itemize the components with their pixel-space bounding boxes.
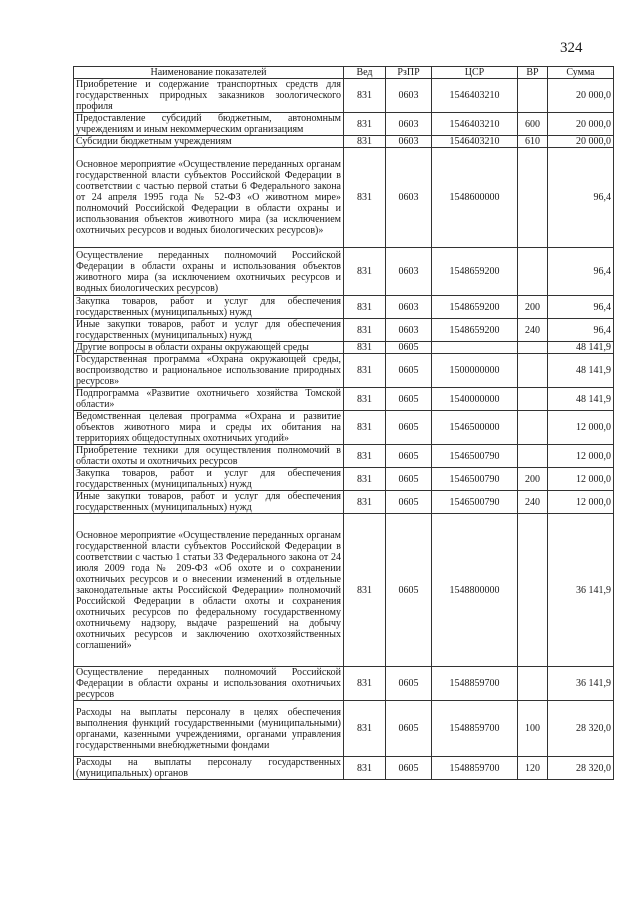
row-name: Расходы на выплаты персоналу в целях обеспечения выполнения функций государственными (муниципальными) органами, казенными учреждениями, органами управления государственными внебюджетными фондами — [74, 701, 344, 757]
row-rzpr: 0605 — [386, 388, 432, 411]
row-sum: 20 000,0 — [548, 79, 614, 113]
table-row — [74, 248, 614, 296]
row-vr: 240 — [518, 319, 548, 342]
row-name: Закупка товаров, работ и услуг для обеспечения государственных (муниципальных) нужд — [74, 296, 344, 319]
page-number: 324 — [560, 40, 583, 56]
row-csr: 1500000000 — [432, 354, 518, 388]
table-row — [74, 148, 614, 248]
header-name: Наименование показателей — [74, 67, 344, 79]
row-ved: 831 — [344, 148, 386, 248]
row-vr — [518, 514, 548, 667]
row-rzpr: 0605 — [386, 468, 432, 491]
row-name: Другие вопросы в области охраны окружающей среды — [74, 342, 344, 354]
row-rzpr: 0603 — [386, 113, 432, 136]
row-name: Осуществление переданных полномочий Российской Федерации в области охраны и использования объектов животного мира (за исключением охотничьих ресурсов и водных биологических ресурсов) — [74, 248, 344, 296]
budget-table — [73, 66, 614, 780]
row-sum: 12 000,0 — [548, 445, 614, 468]
table-row — [74, 757, 614, 780]
row-csr: 1546500790 — [432, 491, 518, 514]
table-row — [74, 491, 614, 514]
row-rzpr: 0605 — [386, 701, 432, 757]
row-rzpr: 0605 — [386, 757, 432, 780]
row-rzpr: 0603 — [386, 319, 432, 342]
table-row — [74, 411, 614, 445]
row-csr: 1548600000 — [432, 148, 518, 248]
row-rzpr: 0605 — [386, 491, 432, 514]
row-sum: 12 000,0 — [548, 491, 614, 514]
table-row — [74, 79, 614, 113]
table-header-row — [74, 67, 614, 79]
row-vr — [518, 248, 548, 296]
row-sum: 96,4 — [548, 296, 614, 319]
header-csr: ЦСР — [432, 67, 518, 79]
row-vr: 100 — [518, 701, 548, 757]
row-ved: 831 — [344, 445, 386, 468]
row-rzpr: 0605 — [386, 514, 432, 667]
row-sum: 96,4 — [548, 319, 614, 342]
header-sum: Сумма — [548, 67, 614, 79]
row-name: Приобретение и содержание транспортных средств для государственных природных заказников зоологического профиля — [74, 79, 344, 113]
row-vr — [518, 411, 548, 445]
table-row — [74, 136, 614, 148]
row-sum: 20 000,0 — [548, 113, 614, 136]
row-vr: 610 — [518, 136, 548, 148]
row-csr: 1546403210 — [432, 79, 518, 113]
row-csr: 1548659200 — [432, 248, 518, 296]
row-ved: 831 — [344, 491, 386, 514]
table-row — [74, 468, 614, 491]
row-name: Субсидии бюджетным учреждениям — [74, 136, 344, 148]
row-sum: 36 141,9 — [548, 667, 614, 701]
row-rzpr: 0603 — [386, 148, 432, 248]
row-name: Ведомственная целевая программа «Охрана и развитие объектов животного мира и среды их обитания на территориях общедоступных охотничьих угодий» — [74, 411, 344, 445]
row-vr: 600 — [518, 113, 548, 136]
row-rzpr: 0603 — [386, 248, 432, 296]
row-name: Предоставление субсидий бюджетным, автономным учреждениям и иным некоммерческим организациям — [74, 113, 344, 136]
row-vr — [518, 342, 548, 354]
row-csr: 1548859700 — [432, 757, 518, 780]
row-ved: 831 — [344, 388, 386, 411]
row-sum: 96,4 — [548, 248, 614, 296]
row-vr: 240 — [518, 491, 548, 514]
table-row — [74, 354, 614, 388]
table-row — [74, 113, 614, 136]
row-ved: 831 — [344, 701, 386, 757]
row-sum: 12 000,0 — [548, 468, 614, 491]
row-vr — [518, 667, 548, 701]
row-name: Основное мероприятие «Осуществление переданных органам государственной власти субъектов Российской Федерации в соответствии с частью 1 статьи 33 Федерального закона от 24 июля 2009 года № 209-ФЗ «Об охоте и о сохранении охотничьих ресурсов и о внесении изменений в отдельные законодательные акты Российской Федерации» полномочий Российской Федерации в области охоты и сохранения охотничьих ресурсов по федеральному государственному охотничьему надзору, выдаче разрешений на добычу охотничьих ресурсов и заключению охотхозяйственных соглашений» — [74, 514, 344, 667]
row-csr: 1546500790 — [432, 468, 518, 491]
row-csr: 1540000000 — [432, 388, 518, 411]
table-row — [74, 514, 614, 667]
row-vr: 200 — [518, 296, 548, 319]
table-row — [74, 667, 614, 701]
row-csr: 1546500790 — [432, 445, 518, 468]
row-name: Государственная программа «Охрана окружающей среды, воспроизводство и рациональное использование природных ресурсов» — [74, 354, 344, 388]
row-name: Расходы на выплаты персоналу государственных (муниципальных) органов — [74, 757, 344, 780]
row-vr — [518, 388, 548, 411]
row-name: Осуществление переданных полномочий Российской Федерации в области охраны и использования охотничьих ресурсов — [74, 667, 344, 701]
table-row — [74, 701, 614, 757]
row-ved: 831 — [344, 79, 386, 113]
row-ved: 831 — [344, 411, 386, 445]
row-rzpr: 0605 — [386, 342, 432, 354]
row-rzpr: 0603 — [386, 296, 432, 319]
row-vr: 120 — [518, 757, 548, 780]
row-csr: 1546403210 — [432, 113, 518, 136]
row-ved: 831 — [344, 136, 386, 148]
table-row — [74, 319, 614, 342]
row-sum: 28 320,0 — [548, 757, 614, 780]
row-sum: 36 141,9 — [548, 514, 614, 667]
row-vr — [518, 445, 548, 468]
row-sum: 48 141,9 — [548, 388, 614, 411]
row-ved: 831 — [344, 667, 386, 701]
row-ved: 831 — [344, 757, 386, 780]
row-csr: 1548800000 — [432, 514, 518, 667]
row-ved: 831 — [344, 296, 386, 319]
row-rzpr: 0605 — [386, 667, 432, 701]
row-name: Приобретение техники для осуществления полномочий в области охоты и охотничьих ресурсов — [74, 445, 344, 468]
row-ved: 831 — [344, 354, 386, 388]
row-csr: 1548859700 — [432, 701, 518, 757]
row-name: Подпрограмма «Развитие охотничьего хозяйства Томской области» — [74, 388, 344, 411]
row-vr — [518, 79, 548, 113]
table-body — [74, 79, 614, 780]
header-vr: ВР — [518, 67, 548, 79]
row-csr — [432, 342, 518, 354]
row-vr: 200 — [518, 468, 548, 491]
row-ved: 831 — [344, 248, 386, 296]
table-row — [74, 342, 614, 354]
row-name: Закупка товаров, работ и услуг для обеспечения государственных (муниципальных) нужд — [74, 468, 344, 491]
row-rzpr: 0603 — [386, 136, 432, 148]
row-name: Основное мероприятие «Осуществление переданных органам государственной власти субъектов Российской Федерации в соответствии с частью первой статьи 6 Федерального закона от 24 апреля 1995 года № 52-ФЗ «О животном мире» полномочий Российской Федерации в области охраны и использования объектов животного мира (за исключением охотничьих ресурсов и водных биологических ресурсов)» — [74, 148, 344, 248]
row-sum: 12 000,0 — [548, 411, 614, 445]
row-ved: 831 — [344, 468, 386, 491]
row-sum: 48 141,9 — [548, 354, 614, 388]
row-vr — [518, 148, 548, 248]
row-rzpr: 0605 — [386, 411, 432, 445]
row-sum: 20 000,0 — [548, 136, 614, 148]
header-rzpr: РзПР — [386, 67, 432, 79]
row-sum: 28 320,0 — [548, 701, 614, 757]
row-ved: 831 — [344, 113, 386, 136]
row-csr: 1546500000 — [432, 411, 518, 445]
row-rzpr: 0603 — [386, 79, 432, 113]
row-csr: 1548659200 — [432, 296, 518, 319]
row-csr: 1548659200 — [432, 319, 518, 342]
row-sum: 48 141,9 — [548, 342, 614, 354]
row-name: Иные закупки товаров, работ и услуг для обеспечения государственных (муниципальных) нужд — [74, 319, 344, 342]
row-rzpr: 0605 — [386, 354, 432, 388]
row-sum: 96,4 — [548, 148, 614, 248]
row-rzpr: 0605 — [386, 445, 432, 468]
row-csr: 1546403210 — [432, 136, 518, 148]
table-row — [74, 445, 614, 468]
row-ved: 831 — [344, 514, 386, 667]
row-name: Иные закупки товаров, работ и услуг для обеспечения государственных (муниципальных) нужд — [74, 491, 344, 514]
table-row — [74, 388, 614, 411]
row-ved: 831 — [344, 319, 386, 342]
header-ved: Вед — [344, 67, 386, 79]
table-row — [74, 296, 614, 319]
row-ved: 831 — [344, 342, 386, 354]
row-vr — [518, 354, 548, 388]
row-csr: 1548859700 — [432, 667, 518, 701]
